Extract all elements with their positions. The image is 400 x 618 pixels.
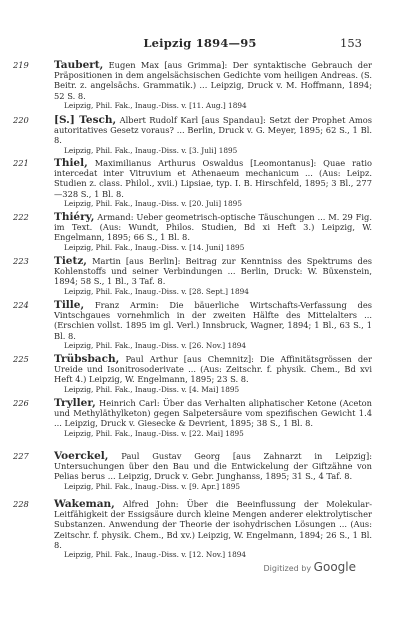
entry-text: Franz Armin: Die bäuerliche Wirtschafts-Verfassung des Vintschgaues vornehmlich in der zweiten Hälfte des Mittelalters ... (Erschien vollst. 1895 im gl. Verl.) Innsbruck, Wagner, 1894; 1 Bl., 63 S., 1 Bl. 8. <box>54 300 372 341</box>
entry-imprint: Leipzig, Phil. Fak., Inaug.-Diss. v. [4. Mai] 1895 <box>64 384 240 394</box>
entry-author: Tille, <box>54 299 85 311</box>
entry-author: Wakeman, <box>54 498 115 510</box>
entry-number: 220 <box>13 115 29 125</box>
entry-author: Trübsbach, <box>54 353 120 365</box>
page-number: 153 <box>340 36 362 50</box>
entry-text: Martin [aus Berlin]: Beitrag zur Kenntniss des Spektrums des Kohlenstoffs und seiner Verbindungen ... Berlin, Druck: W. Büxenstein, 1894; 58 S., 1 Bl., 3 Taf. 8. <box>54 256 373 287</box>
entry-text: Heinrich Carl: Über das Verhalten aliphatischer Ketone (Aceton und Methyläthylketon) gegen Salpetersäure vom spezifischen Gewicht 1.4 ... Leipzig, Druck v. Giesecke & Devrient, 1895; 38 S., 1 Bl. 8. <box>54 398 373 429</box>
entry-imprint: Leipzig, Phil. Fak., Inaug.-Diss. v. [22. Mai] 1895 <box>64 428 244 438</box>
entry-number: 221 <box>13 158 29 168</box>
entry-author: Taubert, <box>54 59 104 71</box>
entry-imprint: Leipzig, Phil. Fak., Inaug.-Diss. v. [3. Juli] 1895 <box>64 145 238 155</box>
entry-imprint: Leipzig, Phil. Fak., Inaug.-Diss. v. [12. Nov.] 1894 <box>64 550 247 560</box>
entry-imprint: Leipzig, Phil. Fak., Inaug.-Diss. v. [9. Apr.] 1895 <box>64 481 240 491</box>
entry-text: Paul Gustav Georg [aus Zahnarzt in Leipzig]: Untersuchungen über den Bau und die Entwickelung der Giftzähne von Pelias berus ... Leipzig, Druck v. Gebr. Junghanss, 1895; 31 S., 4 Taf. 8. <box>54 451 372 482</box>
entry-author: Thiéry, <box>54 211 95 223</box>
entry-author: [S.] Tesch, <box>54 114 117 126</box>
entry-number: 225 <box>13 354 29 364</box>
entry-text: Eugen Max [aus Grimma]: Der syntaktische Gebrauch der Präpositionen in dem angelsächsischen Gedichte vom heiligen Andreas. (S. Beitr. z. angelsächs. Grammatik.) <box>54 60 372 91</box>
entry-publisher: ... Leipzig, Druck v. M. Hoffmann, 1894; 52 S. 8. <box>54 80 372 101</box>
entry-imprint: Leipzig, Phil. Fak., Inaug.-Diss. v. [11. Aug.] 1894 <box>64 100 247 110</box>
entry-imprint: Leipzig, Phil. Fak., Inaug.-Diss. v. [14. Juni] 1895 <box>64 242 245 252</box>
entry-text: Paul Arthur [aus Chemnitz]: Die Affinitätsgrössen der Ureide und Isonitrosoderivate ... (Aus: Zeitschr. f. physik. Chem., Bd xvi Heft 4.) Leipzig, W. Engelmann, 1895; 23 S. 8. <box>54 354 373 385</box>
entry-author: Tietz, <box>54 255 87 267</box>
entry-number: 219 <box>13 60 29 70</box>
entry-imprint: Leipzig, Phil. Fak., Inaug.-Diss. v. [28. Sept.] 1894 <box>64 286 249 296</box>
entry-imprint: Leipzig, Phil. Fak., Inaug.-Diss. v. [26. Nov.] 1894 <box>64 340 247 350</box>
entry-number: 222 <box>13 212 29 222</box>
digitized-watermark <box>264 560 356 574</box>
entry-text: Alfred John: Über die Beeinflussung der Molekular-Leitfähigkeit der Essigsäure durch kleine Mengen anderer elektrolytischer Substanzen. Anwendung der Theorie der isohydrischen Lösungen ... (Aus: Zeitschr. f. physik. Chem., Bd xv.) Leipzig, W. Engelmann, 1894; 26 S., 1 Bl. 8. <box>54 499 372 550</box>
entry-number: 226 <box>13 398 29 408</box>
entry-number: 223 <box>13 256 29 266</box>
entry-author: Voerckel, <box>54 450 109 462</box>
running-header <box>0 36 400 52</box>
watermark-prefix: Digitized by <box>263 564 312 573</box>
page-header-title: Leipzig 1894—95 <box>143 36 257 50</box>
entry-author: Thiel, <box>54 157 88 169</box>
entry-number: 227 <box>13 451 29 461</box>
entry-number: 228 <box>13 499 29 509</box>
entry-author: Tryller, <box>54 397 96 409</box>
watermark-brand: Google <box>313 560 356 574</box>
entry-text: Maximilianus Arthurus Oswaldus [Leomontanus]: Quae ratio intercedat inter Vitruvium et Athenaeum mechanicum ... (Aus: Leipz. Studien z. class. Philol., xvii.) Lipsiae, typ. I. B. Hirschfeld, 1895; 3 Bl., 277—328 S., 1 Bl. 8. <box>54 158 372 199</box>
entry-text: Armand: Ueber geometrisch-optische Täuschungen ... M. 29 Fig. im Text. (Aus: Wundt, Philos. Studien, Bd xi Heft 3.) Leipzig, W. Engelmann, 1895; 66 S., 1 Bl. 8. <box>54 212 372 243</box>
entry-imprint: Leipzig, Phil. Fak., Inaug.-Diss. v. [20. Juli] 1895 <box>64 198 242 208</box>
entry-text: Albert Rudolf Karl [aus Spandau]: Setzt der Prophet Amos autoritatives Gesetz voraus? ... Berlin, Druck v. G. Meyer, 1895; 62 S., 1 Bl. 8. <box>54 115 372 146</box>
entry-number: 224 <box>13 300 29 310</box>
